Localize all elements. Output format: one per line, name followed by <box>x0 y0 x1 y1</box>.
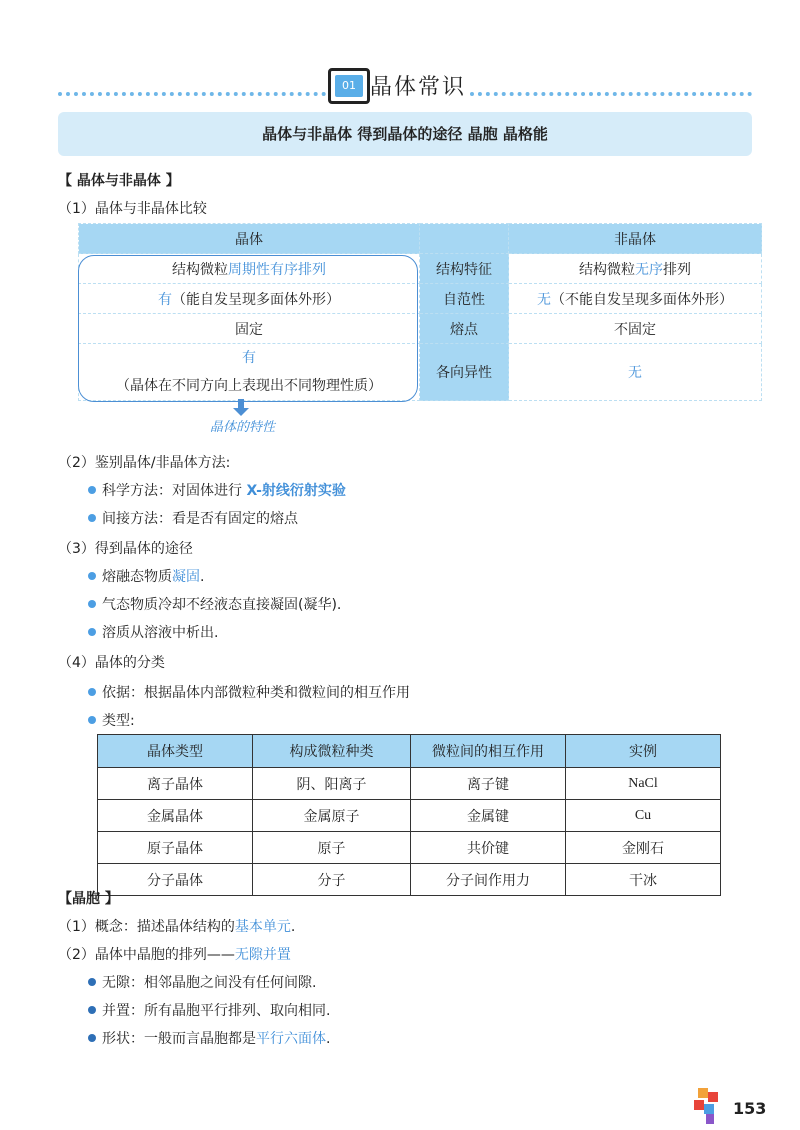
section-title: 晶体常识 <box>370 75 467 100</box>
header-dotted-rule-left <box>58 92 326 96</box>
col-header: 构成微粒种类 <box>253 735 411 768</box>
col-header-crystal: 晶体 <box>79 224 420 254</box>
item-1-compare: （1）晶体与非晶体比较 <box>58 201 207 217</box>
table-cell: 金刚石 <box>566 832 721 864</box>
table-cell: 阴、阳离子 <box>253 768 411 800</box>
table-cell: Cu <box>566 800 721 832</box>
item-2-arrangement: （2）晶体中晶胞的排列——无隙并置 <box>58 947 291 963</box>
heading-crystal-vs-amorphous: 【 晶体与非晶体 】 <box>58 173 180 189</box>
item-4-classification: （4）晶体的分类 <box>58 655 165 671</box>
list-item: 科学方法：对固体进行 X-射线衍射实验 <box>88 480 346 500</box>
cell-amorphous: 无 <box>509 344 762 401</box>
table-cell: 原子 <box>253 832 411 864</box>
col-header: 实例 <box>566 735 721 768</box>
cell-crystal: 结构微粒周期性有序排列 <box>79 254 420 284</box>
section-number-badge <box>328 68 370 104</box>
bullet-icon <box>88 978 96 986</box>
list-item: 类型: <box>88 710 135 730</box>
list-item: 熔融态物质凝固. <box>88 566 204 586</box>
bullet-icon <box>88 688 96 696</box>
cell-crystal: 有（能自发呈现多面体外形） <box>79 284 420 314</box>
bullet-icon <box>88 486 96 494</box>
topic-banner: 晶体与非晶体 得到晶体的途径 晶胞 晶格能 <box>58 112 752 156</box>
arrow-head-icon <box>233 408 249 416</box>
section-number: 01 <box>335 75 363 97</box>
cell-feature: 熔点 <box>420 314 509 344</box>
col-header-feature <box>420 224 509 254</box>
bullet-icon <box>88 716 96 724</box>
crystal-type-table <box>97 734 721 896</box>
heading-unit-cell: 【晶胞 】 <box>58 891 119 907</box>
bullet-icon <box>88 1006 96 1014</box>
table-cell: 共价键 <box>411 832 566 864</box>
col-header: 微粒间的相互作用 <box>411 735 566 768</box>
header-dotted-rule-right <box>470 92 752 96</box>
item-2-identify: （2）鉴别晶体/非晶体方法: <box>58 455 231 471</box>
cell-feature: 自范性 <box>420 284 509 314</box>
table-cell: 分子晶体 <box>98 864 253 896</box>
table-row <box>98 864 721 896</box>
page-number: 153 <box>733 1099 767 1118</box>
table-row <box>98 800 721 832</box>
list-item: 间接方法：看是否有固定的熔点 <box>88 508 298 528</box>
cell-crystal: 固定 <box>79 314 420 344</box>
table-cell: NaCl <box>566 768 721 800</box>
item-3-methods: （3）得到晶体的途径 <box>58 541 193 557</box>
cell-feature: 结构特征 <box>420 254 509 284</box>
cell-amorphous: 无（不能自发呈现多面体外形） <box>509 284 762 314</box>
bullet-icon <box>88 628 96 636</box>
cell-amorphous: 结构微粒无序排列 <box>509 254 762 284</box>
crystal-characteristic-note: 晶体的特性 <box>210 420 276 435</box>
col-header: 晶体类型 <box>98 735 253 768</box>
list-item: 无隙：相邻晶胞之间没有任何间隙. <box>88 972 316 992</box>
cell-crystal: 有 （晶体在不同方向上表现出不同物理性质） <box>79 344 420 401</box>
list-item: 并置：所有晶胞平行排列、取向相同. <box>88 1000 330 1020</box>
table-row <box>98 768 721 800</box>
bullet-icon <box>88 600 96 608</box>
bullet-icon <box>88 1034 96 1042</box>
table-cell: 离子键 <box>411 768 566 800</box>
list-item: 依据：根据晶体内部微粒种类和微粒间的相互作用 <box>88 682 410 702</box>
table-cell: 离子晶体 <box>98 768 253 800</box>
publisher-logo-icon <box>690 1086 730 1126</box>
list-item: 气态物质冷却不经液态直接凝固(凝华). <box>88 594 341 614</box>
bullet-icon <box>88 572 96 580</box>
table-cell: 金属原子 <box>253 800 411 832</box>
table-cell: 干冰 <box>566 864 721 896</box>
cell-amorphous: 不固定 <box>509 314 762 344</box>
table-cell: 分子 <box>253 864 411 896</box>
crystal-properties-outline <box>78 255 418 402</box>
table-cell: 金属晶体 <box>98 800 253 832</box>
col-header-amorphous: 非晶体 <box>509 224 762 254</box>
cell-feature: 各向异性 <box>420 344 509 401</box>
table-cell: 金属键 <box>411 800 566 832</box>
list-item: 溶质从溶液中析出. <box>88 622 218 642</box>
table-cell: 分子间作用力 <box>411 864 566 896</box>
table-cell: 原子晶体 <box>98 832 253 864</box>
list-item: 形状：一般而言晶胞都是平行六面体. <box>88 1028 330 1048</box>
table-row <box>98 832 721 864</box>
bullet-icon <box>88 514 96 522</box>
item-1-concept: （1）概念：描述晶体结构的基本单元. <box>58 919 296 935</box>
